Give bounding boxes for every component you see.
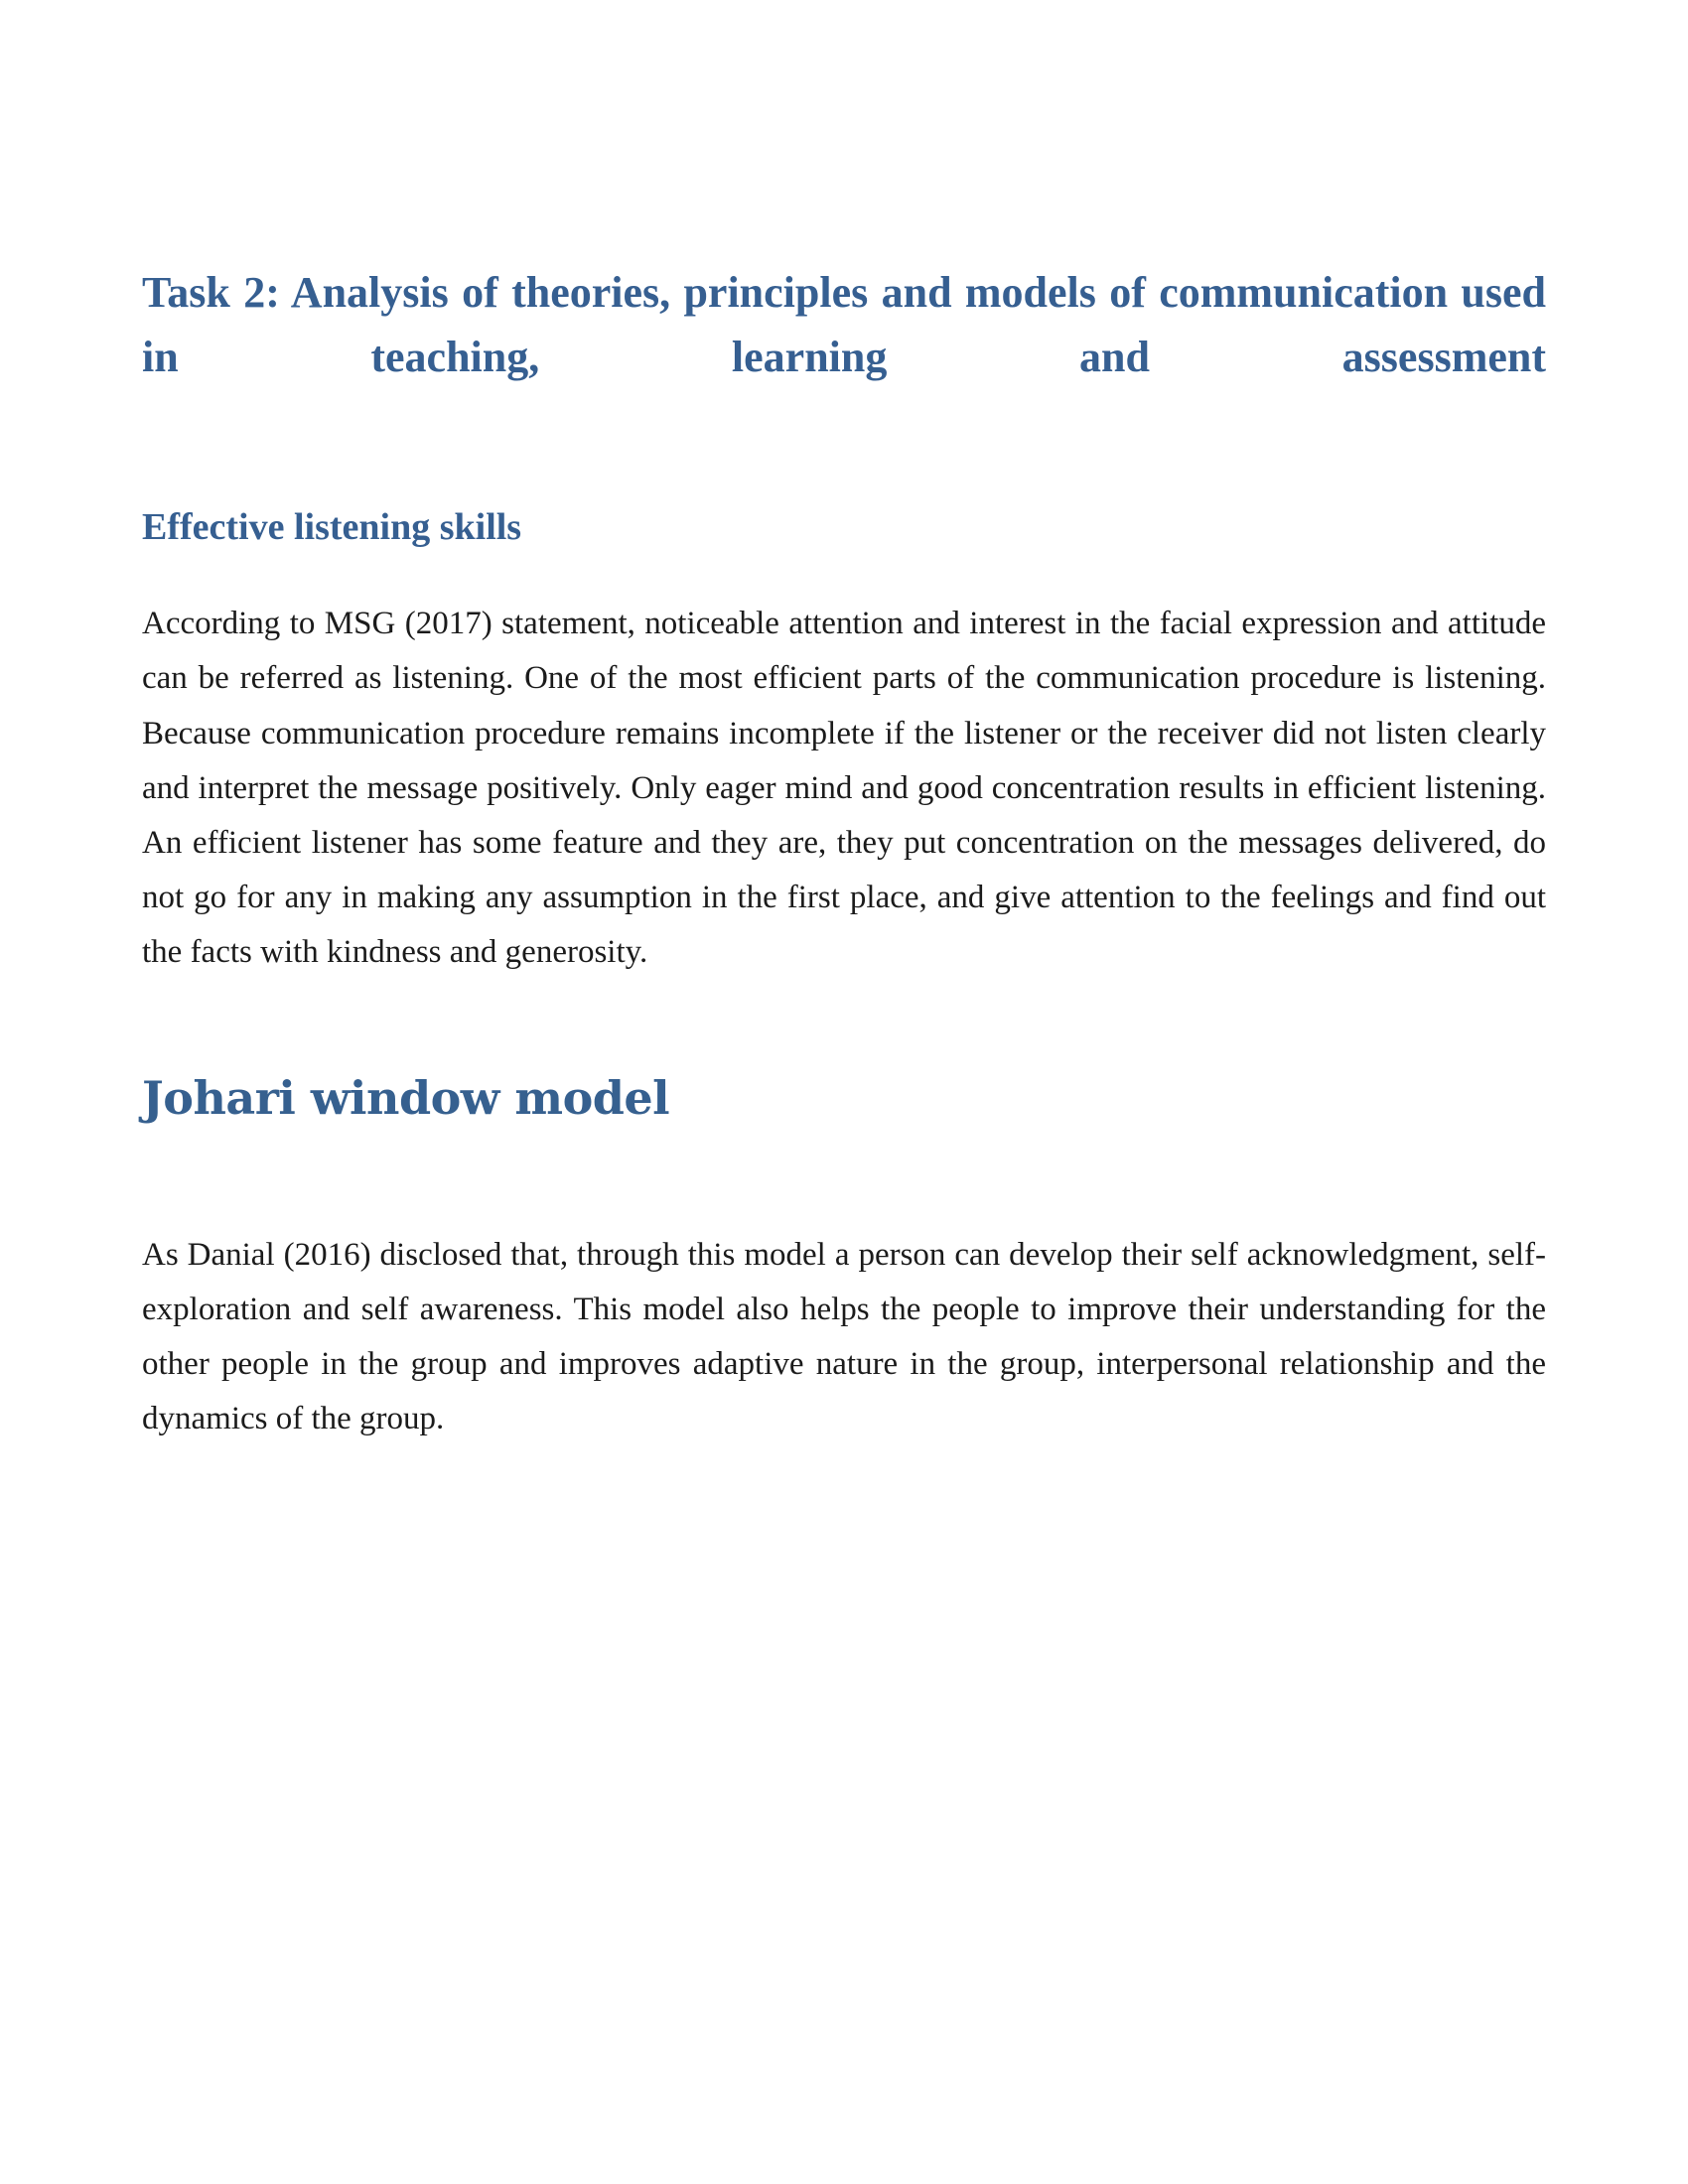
johari-window-heading: Johari window model (142, 1071, 670, 1126)
listening-paragraph: According to MSG (2017) statement, noticeable attention and interest in the facial expression and attitude can be referred as listening. One of the most efficient parts of the communication procedure is listening. Because communication procedure remains incomplete if the listener or the receiver did not listen clearly and interpret the message positively. Only eager mind and good concentration results in efficient listening. An efficient listener has some feature and they are, they put concentration on the messages delivered, do not go for any in making any assumption in the first place, and give attention to the feelings and find out the facts with kindness and generosity. (142, 606, 1546, 970)
johari-paragraph: As Danial (2016) disclosed that, through this model a person can develop their self acknowledgment, self-exploration and self awareness. This model also helps the people to improve their understanding for the other people in the group and improves adaptive nature in the group, interpersonal relationship and the dynamics of the group. (142, 1237, 1546, 1437)
effective-listening-heading: Effective listening skills (142, 506, 522, 549)
task2-heading: Task 2: Analysis of theories, principles and models of communication used in teaching, learning and assessment (142, 268, 1546, 382)
